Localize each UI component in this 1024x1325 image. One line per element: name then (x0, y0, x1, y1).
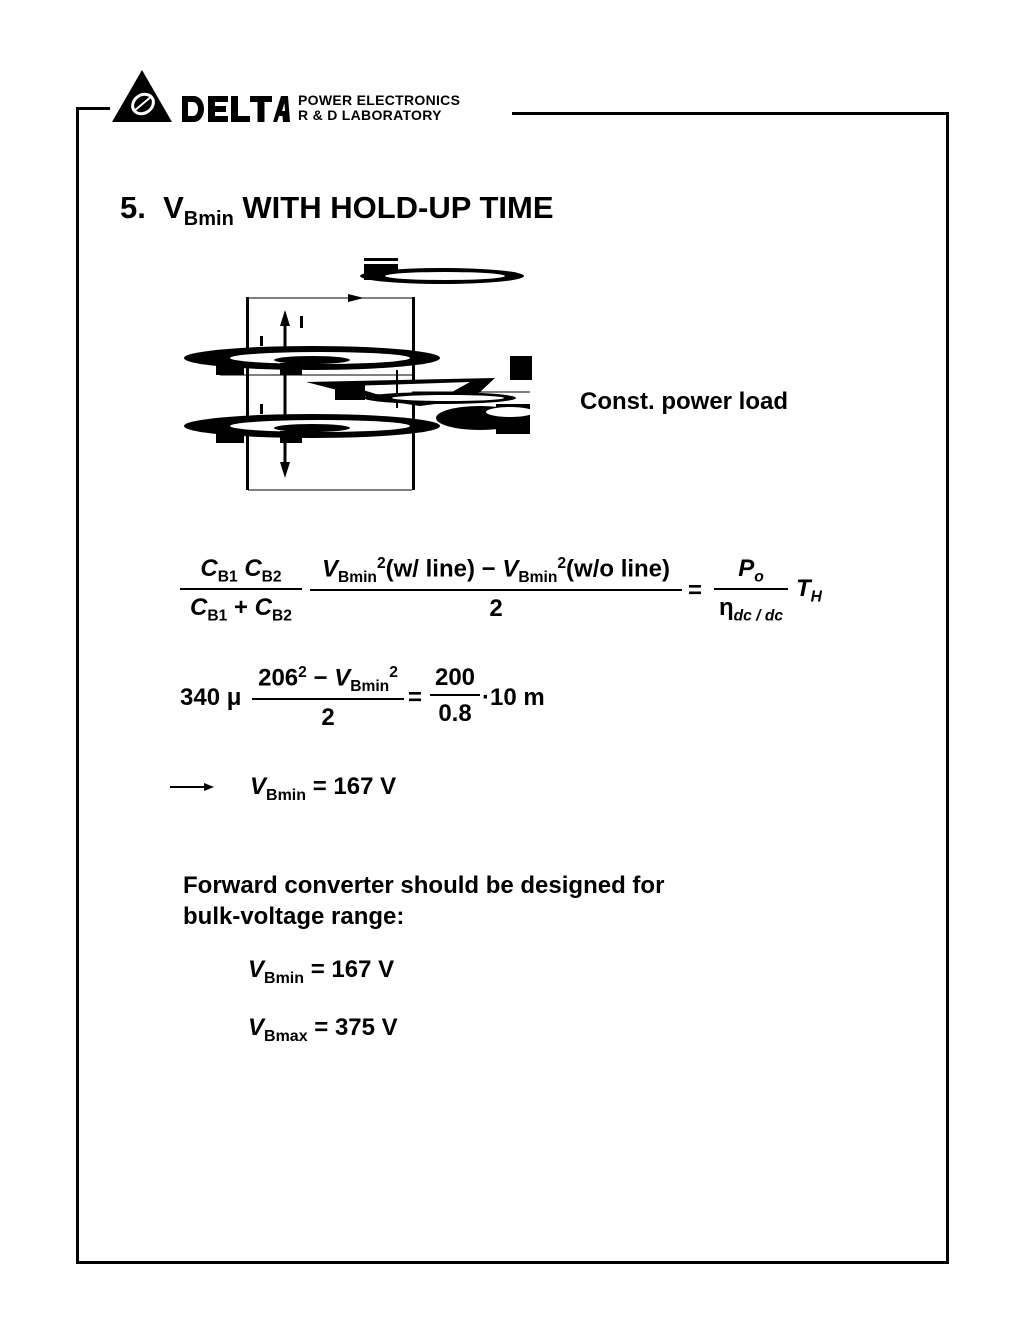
circuit-diagram (180, 250, 540, 500)
power-fraction: $P_o$ $\eta_{dc / dc}$ (714, 555, 788, 626)
result-arrow-icon (170, 780, 216, 794)
delta-logo (110, 66, 290, 126)
design-note (183, 870, 664, 932)
note-line1: Forward converter should be designed for (183, 872, 665, 899)
page-title (120, 190, 554, 231)
title-number: 5. (120, 190, 146, 225)
vbmin-range: $V_{Bmin} = 167$ V (248, 956, 395, 987)
capacitance-fraction: $\frac{C_{B1} C_{B2}}{C_{B1} + C_{B2}}$ (180, 555, 302, 626)
frame-right (946, 112, 949, 1264)
title-rest: WITH HOLD-UP TIME (242, 190, 554, 225)
equals-sign-2: = (408, 684, 423, 711)
note-line2: bulk-voltage range: (183, 903, 405, 930)
lab-title-line1: POWER ELECTRONICS (298, 92, 461, 108)
frame-top-right (512, 112, 949, 115)
vbmax-range: $V_{Bmax} = 375$ V (248, 1014, 398, 1045)
equals-sign: = (688, 577, 703, 604)
frame-top-left (76, 107, 110, 110)
frame-left (76, 107, 79, 1264)
title-sub: Bmin (183, 208, 234, 230)
numeric-voltage-fraction: $206^2 - V_{Bmin}^2$ 2 (252, 664, 404, 732)
frame-bottom (76, 1261, 949, 1264)
capacitance-value: 340 μ (180, 684, 242, 711)
title-v: V (163, 190, 184, 225)
lab-title-line2: R & D LABORATORY (298, 107, 442, 123)
voltage-fraction: $V_{Bmin}^2(w/$ line) − $V_{Bmin}^2(w/o$ line) 2 (310, 555, 682, 623)
holdup-time-value: ·10 m (482, 684, 545, 711)
holdup-time-symbol: $T_H$ (796, 575, 822, 606)
const-power-load-label: Const. power load (580, 388, 789, 415)
vbmin-result: $V_{Bmin} = 167$ V (250, 773, 397, 804)
numeric-power-fraction: $\frac{200}{0.8}$ (430, 664, 480, 728)
